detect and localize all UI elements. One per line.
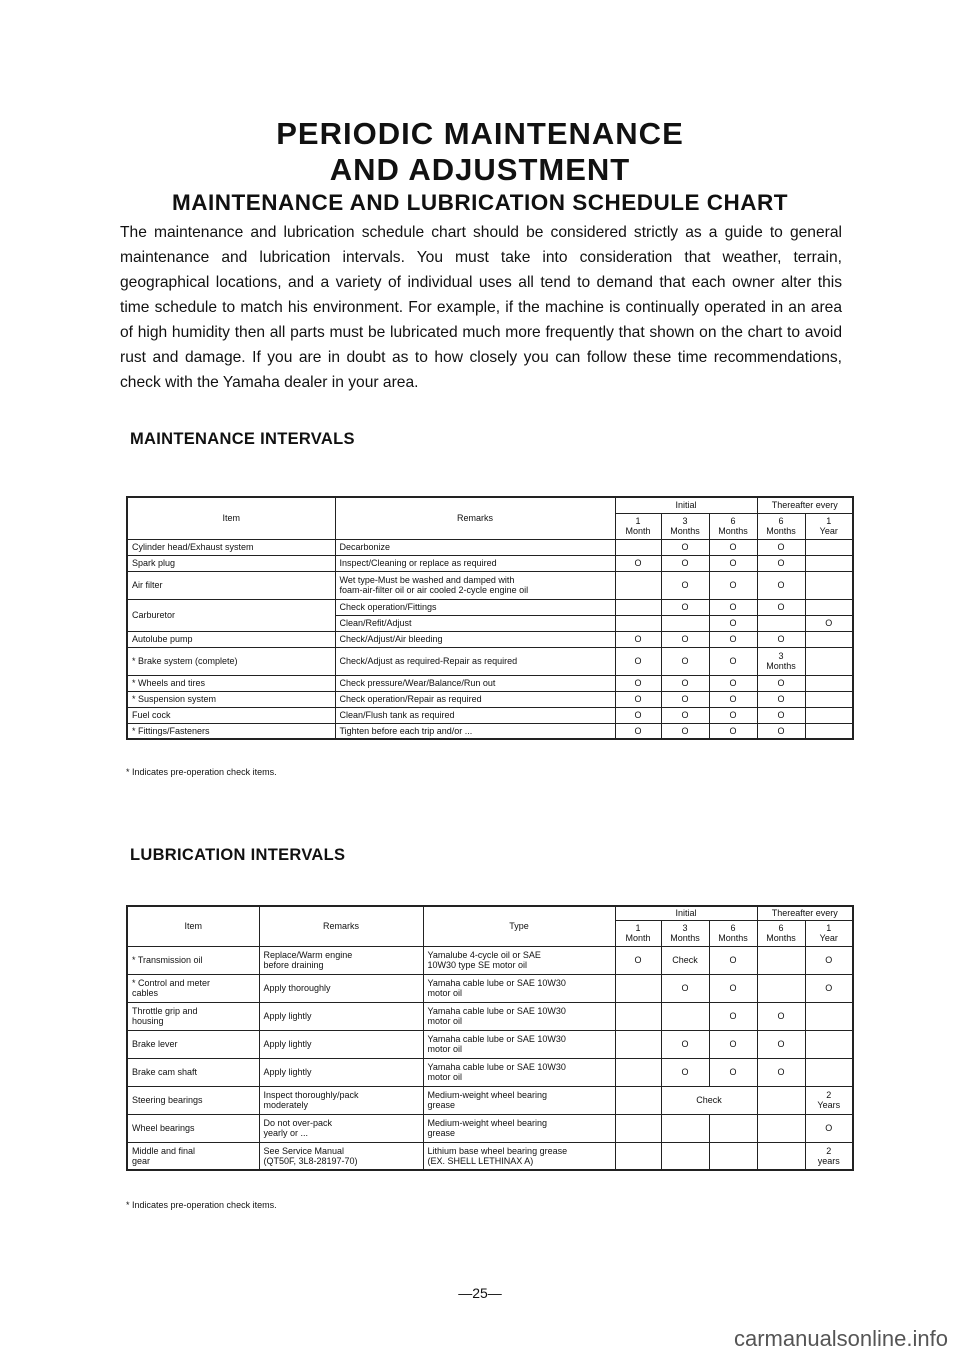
row-item: * Wheels and tires [127,675,335,691]
interval-mark: 2 years [805,1142,853,1170]
interval-mark [757,615,805,631]
interval-mark: O [709,555,757,571]
interval-mark: O [757,539,805,555]
page-number: —25— [458,1285,502,1301]
period-header: 3 Months [661,513,709,539]
interval-mark: O [709,1058,757,1086]
interval-mark [805,1002,853,1030]
interval-mark: O [615,555,661,571]
table-row [127,946,853,974]
lubrication-footnote: * Indicates pre-operation check items. [126,1200,277,1210]
row-item: Cylinder head/Exhaust system [127,539,335,555]
interval-mark: O [615,946,661,974]
interval-mark [805,675,853,691]
interval-mark: O [615,691,661,707]
interval-mark [615,599,661,615]
table-row [127,974,853,1002]
interval-mark: O [757,707,805,723]
interval-mark: O [757,631,805,647]
interval-mark: O [615,631,661,647]
col-item-header: Item [127,497,335,539]
col-thereafter-header: Thereafter every [757,906,853,920]
col-remarks-header: Remarks [335,497,615,539]
interval-mark: O [709,691,757,707]
interval-mark [805,1058,853,1086]
intro-paragraph: The maintenance and lubrication schedule chart should be considered strictly as a guide to general maintenance and lubrication intervals. You must take into consideration that weather, terrain, geographical locations, and a variety of individual uses all tend to demand that each owner alter this time schedule to match his environment. For example, if the machine is continually operated in an area of high humidity then all parts must be lubricated much more frequently that shown on the chart to avoid rust and damage. If you are in doubt as to how closely you can follow these time recommendations, check with the Yamaha dealer in your area. [120,224,842,391]
interval-mark: O [709,675,757,691]
row-type: Yamaha cable lube or SAE 10W30 motor oil [423,974,615,1002]
table-row [127,555,853,571]
period-header: 1 Year [805,513,853,539]
interval-mark: O [757,675,805,691]
row-item: Throttle grip and housing [127,1002,259,1030]
interval-mark [615,1030,661,1058]
interval-mark [805,707,853,723]
table-row [127,675,853,691]
row-item: * Transmission oil [127,946,259,974]
interval-mark: O [805,974,853,1002]
row-remarks: Inspect/Cleaning or replace as required [335,555,615,571]
interval-mark: O [661,599,709,615]
interval-mark [709,1142,757,1170]
col-item-header: Item [127,906,259,946]
interval-mark: O [757,599,805,615]
table-row [127,1086,853,1114]
interval-mark: O [709,631,757,647]
row-remarks: Wet type-Must be washed and damped with foam-air-filter oil or air cooled 2-cycle engine oil [335,571,615,599]
page-subtitle: MAINTENANCE AND LUBRICATION SCHEDULE CHART [172,190,788,215]
interval-mark: O [661,555,709,571]
row-item: Steering bearings [127,1086,259,1114]
interval-mark [709,1114,757,1142]
interval-mark: O [709,647,757,675]
interval-mark [805,539,853,555]
page-title-line2: AND ADJUSTMENT [329,152,631,187]
interval-mark: O [661,647,709,675]
row-item: Wheel bearings [127,1114,259,1142]
table-row [127,707,853,723]
row-item: Air filter [127,571,335,599]
interval-mark: O [661,539,709,555]
row-type: Yamaha cable lube or SAE 10W30 motor oil [423,1058,615,1086]
period-header: 1 Year [805,920,853,946]
interval-mark [805,571,853,599]
interval-mark: O [709,946,757,974]
period-header: 1 Month [615,920,661,946]
interval-mark [615,974,661,1002]
row-remarks: Check/Adjust as required-Repair as required [335,647,615,675]
table-row [127,599,853,615]
interval-mark: O [615,723,661,739]
row-remarks: Check pressure/Wear/Balance/Run out [335,675,615,691]
row-type: Lithium base wheel bearing grease (EX. SHELL LETHINAX A) [423,1142,615,1170]
interval-mark [615,1114,661,1142]
interval-mark: O [661,974,709,1002]
interval-mark: O [757,555,805,571]
row-remarks: Tighten before each trip and/or ... [335,723,615,739]
table-row [127,691,853,707]
row-item: Brake lever [127,1030,259,1058]
interval-mark: O [709,723,757,739]
period-header: 3 Months [661,920,709,946]
table-row [127,723,853,739]
interval-mark [661,1114,709,1142]
interval-mark: 2 Years [805,1086,853,1114]
interval-mark: O [661,1030,709,1058]
row-item: Autolube pump [127,631,335,647]
row-remarks: Check operation/Repair as required [335,691,615,707]
interval-mark [805,555,853,571]
maintenance-footnote: * Indicates pre-operation check items. [126,767,277,777]
interval-mark [757,974,805,1002]
interval-mark: O [615,647,661,675]
row-item: Middle and final gear [127,1142,259,1170]
interval-mark: O [709,599,757,615]
interval-mark [805,599,853,615]
row-type: Medium-weight wheel bearing grease [423,1086,615,1114]
interval-mark: O [661,707,709,723]
maintenance-table [126,496,854,740]
interval-mark [661,1002,709,1030]
interval-mark [615,1142,661,1170]
interval-mark [757,946,805,974]
interval-mark [805,691,853,707]
interval-mark: O [661,691,709,707]
col-initial-header: Initial [615,906,757,920]
col-initial-header: Initial [615,497,757,513]
row-remarks: Apply lightly [259,1058,423,1086]
interval-mark [805,723,853,739]
row-item: * Control and meter cables [127,974,259,1002]
interval-mark [615,539,661,555]
table-row [127,571,853,599]
row-type: Yamaha cable lube or SAE 10W30 motor oil [423,1002,615,1030]
interval-mark: O [615,675,661,691]
period-header: 6 Months [709,920,757,946]
interval-mark: O [757,1058,805,1086]
interval-mark: Check [661,1086,757,1114]
lubrication-heading: LUBRICATION INTERVALS [130,846,346,864]
row-remarks: See Service Manual (QT50F, 3L8-28197-70) [259,1142,423,1170]
interval-mark [615,1086,661,1114]
period-header: 6 Months [757,920,805,946]
row-remarks: Clean/Refit/Adjust [335,615,615,631]
interval-mark: 3 Months [757,647,805,675]
interval-mark [615,1002,661,1030]
interval-mark: O [709,615,757,631]
interval-mark: O [709,1002,757,1030]
interval-mark: O [615,707,661,723]
interval-mark [615,615,661,631]
row-item: Brake cam shaft [127,1058,259,1086]
row-item: Carburetor [127,599,335,631]
row-item: Fuel cock [127,707,335,723]
col-type-header: Type [423,906,615,946]
interval-mark [757,1114,805,1142]
interval-mark [805,631,853,647]
page-title: PERIODIC MAINTENANCE [276,116,684,151]
row-remarks: Inspect thoroughly/pack moderately [259,1086,423,1114]
interval-mark: O [757,571,805,599]
interval-mark [757,1086,805,1114]
interval-mark: O [709,539,757,555]
interval-mark [661,1142,709,1170]
table-row [127,539,853,555]
row-item: Spark plug [127,555,335,571]
interval-mark: O [709,974,757,1002]
maintenance-heading: MAINTENANCE INTERVALS [130,430,355,448]
period-header: 6 Months [757,513,805,539]
table-row [127,1002,853,1030]
interval-mark [805,1030,853,1058]
interval-mark: O [805,615,853,631]
row-remarks: Decarbonize [335,539,615,555]
interval-mark [805,647,853,675]
interval-mark: O [709,707,757,723]
table-row [127,647,853,675]
row-remarks: Check/Adjust/Air bleeding [335,631,615,647]
watermark: carmanualsonline.info [733,1326,948,1351]
row-type: Medium-weight wheel bearing grease [423,1114,615,1142]
interval-mark: O [661,631,709,647]
interval-mark: O [709,571,757,599]
interval-mark [661,615,709,631]
interval-mark: O [661,1058,709,1086]
table-row [127,1058,853,1086]
row-remarks: Do not over-pack yearly or ... [259,1114,423,1142]
interval-mark: O [661,675,709,691]
interval-mark [615,1058,661,1086]
row-remarks: Apply lightly [259,1030,423,1058]
row-type: Yamaha cable lube or SAE 10W30 motor oil [423,1030,615,1058]
row-type: Yamalube 4-cycle oil or SAE 10W30 type SE motor oil [423,946,615,974]
table-row [127,1030,853,1058]
row-remarks: Apply thoroughly [259,974,423,1002]
interval-mark: Check [661,946,709,974]
period-header: 6 Months [709,513,757,539]
interval-mark: O [805,1114,853,1142]
row-remarks: Check operation/Fittings [335,599,615,615]
interval-mark: O [757,1030,805,1058]
interval-mark [757,1142,805,1170]
table-row [127,1114,853,1142]
row-item: * Suspension system [127,691,335,707]
col-remarks-header: Remarks [259,906,423,946]
row-remarks: Apply lightly [259,1002,423,1030]
row-remarks: Replace/Warm engine before draining [259,946,423,974]
period-header: 1 Month [615,513,661,539]
interval-mark: O [757,1002,805,1030]
row-item: * Fittings/Fasteners [127,723,335,739]
table-row [127,631,853,647]
col-thereafter-header: Thereafter every [757,497,853,513]
interval-mark [615,571,661,599]
row-remarks: Clean/Flush tank as required [335,707,615,723]
row-item: * Brake system (complete) [127,647,335,675]
interval-mark: O [757,691,805,707]
lubrication-table [126,905,854,1171]
interval-mark: O [757,723,805,739]
table-row [127,1142,853,1170]
interval-mark: O [805,946,853,974]
interval-mark: O [661,723,709,739]
interval-mark: O [709,1030,757,1058]
interval-mark: O [661,571,709,599]
